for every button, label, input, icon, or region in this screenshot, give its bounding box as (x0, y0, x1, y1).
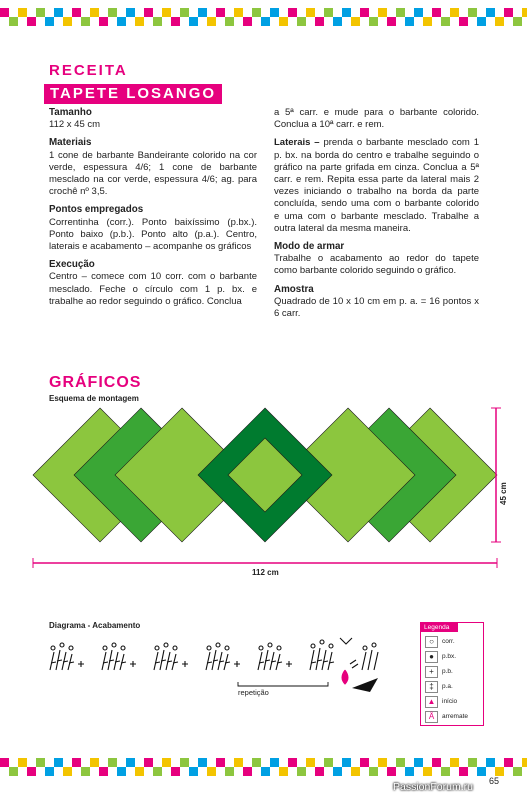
modo-heading: Modo de armar (274, 241, 345, 253)
finish-icon: Å (425, 711, 438, 723)
repeat-bracket (238, 682, 328, 686)
execucao-continued: a 5ª carr. e mude para o barbante colorido. Conclua a 10ª carr. e rem. (274, 107, 479, 131)
execucao-heading: Execução (49, 259, 95, 271)
chain-icon: ○ (425, 636, 438, 648)
stitch-group-2 (102, 643, 136, 670)
double-crochet-icon: ‡ (425, 681, 438, 693)
materiais-heading: Materiais (49, 137, 92, 149)
graficos-title: GRÁFICOS (49, 374, 142, 391)
top-checker-border (0, 8, 527, 26)
height-label: 45 cm (499, 482, 508, 505)
right-column (274, 107, 479, 326)
legend-label: p.a. (442, 683, 453, 690)
page-number: 65 (489, 776, 500, 786)
repeat-label: repetição (238, 688, 269, 697)
laterais-paragraph (274, 137, 479, 235)
legend-row (425, 651, 483, 663)
slip-stitch-icon: ● (425, 651, 438, 663)
legend-label: p.bx. (442, 653, 457, 660)
stitch-group-7 (362, 643, 378, 670)
recipe-title: TAPETE LOSANGO (44, 84, 222, 104)
acabamento-diagram (40, 630, 420, 720)
legend-row (425, 711, 483, 723)
acabamento-title: Diagrama - Acabamento (49, 621, 141, 630)
legend-row (425, 666, 483, 678)
stitch-group-1 (50, 643, 84, 670)
execucao-text: Centro – comece com 10 corr. com o barbante mesclado. Feche o círculo com 1 p. bx. e trabalhe ao redor seguindo o gráfico. Conclua (49, 271, 257, 307)
width-label: 112 cm (252, 568, 279, 577)
start-arrow-icon (352, 678, 378, 692)
modo-text: Trabalhe o acabamento ao redor do tapete como barbante colorido seguindo o gráfico. (274, 253, 479, 277)
legend-row (425, 681, 483, 693)
pontos-heading: Pontos empregados (49, 204, 144, 216)
single-crochet-icon: + (425, 666, 438, 678)
tamanho-text: 112 x 45 cm (49, 119, 101, 131)
start-icon: ▲ (425, 696, 438, 708)
legend-label: p.b. (442, 668, 453, 675)
tamanho-heading: Tamanho (49, 107, 92, 118)
legend-box (420, 622, 484, 726)
legend-row (425, 696, 483, 708)
graficos-subtitle: Esquema de montagem (49, 394, 139, 403)
legend-row (425, 636, 483, 648)
laterais-text: prenda o barbante mesclado com 1 p. bx. na borda do centro e trabalhe seguindo o gráfico na parte grifada em cinza. Conclua a 5ª carr. e rem. Repita essa parte da lateral mais 2 vezes iniciando o trabalho na borda da parte concluída, sendo uma com o barbante colorido e uma com o barbante mesclado. Trabalhe a outra lateral da mesma maneira. (274, 137, 479, 234)
amostra-text: Quadrado de 10 x 10 cm em p. a. = 16 pontos x 6 carr. (274, 295, 479, 320)
section-label: RECEITA (49, 62, 128, 79)
laterais-label: Laterais – (274, 137, 320, 149)
stitch-group-5 (258, 643, 292, 670)
legend-label: início (442, 698, 458, 705)
amostra-heading: Amostra (274, 283, 314, 295)
legend-label: corr. (442, 638, 455, 645)
stitch-group-3 (154, 643, 188, 670)
stitch-group-6 (310, 638, 358, 670)
watermark: PassionForum.ru (393, 781, 473, 793)
end-marker-icon (342, 670, 348, 684)
legend-title: Legenda (421, 623, 458, 632)
bottom-checker-border (0, 758, 527, 776)
pontos-text: Correntinha (corr.). Ponto baixíssimo (p.bx.). Ponto baixo (p.b.). Ponto alto (p.a.). Centro, laterais e acabamento – acompanhe os gráficos (49, 216, 257, 253)
stitch-group-4 (206, 643, 240, 670)
left-column (49, 107, 257, 314)
legend-label: arremate (442, 713, 469, 720)
materiais-text: 1 cone de barbante Bandeirante colorido na cor verde, espessura 4/6; 1 cone de barbante mesclado na cor verde, espessura 4/6; ag. para crochê nº 3,5. (49, 149, 257, 198)
